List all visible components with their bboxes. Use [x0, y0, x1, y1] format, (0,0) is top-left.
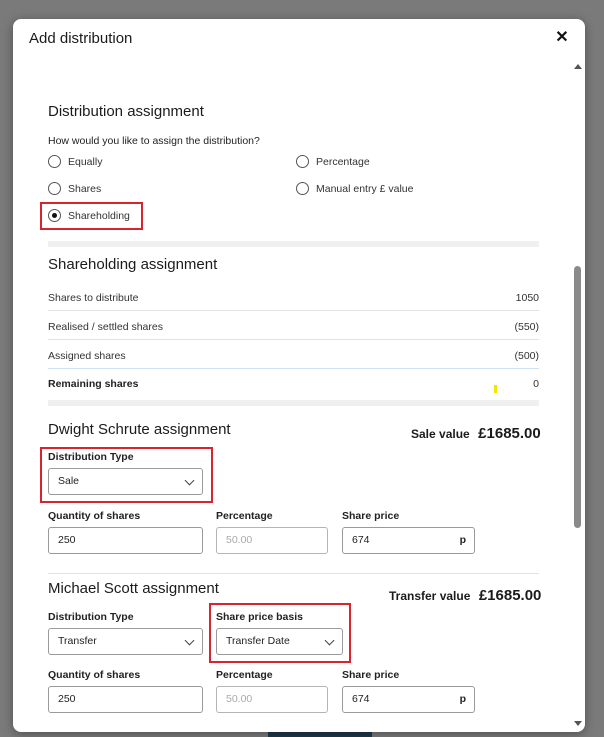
dwight-share-price-label: Share price: [342, 510, 400, 522]
assigned-shares-value: (500): [514, 350, 539, 362]
input-value: 50.00: [226, 693, 253, 705]
radio-circle[interactable]: [296, 182, 309, 195]
remaining-shares-value: 0: [533, 378, 539, 390]
highlight-box: [40, 202, 143, 230]
add-distribution-modal: [13, 19, 585, 732]
radio-label: Shares: [68, 182, 102, 195]
input-value: 674: [352, 693, 370, 705]
dwight-percentage-label: Percentage: [216, 510, 273, 522]
remaining-shares-label: Remaining shares: [48, 378, 139, 390]
michael-share-price-input[interactable]: [342, 686, 475, 713]
assignment-question: How would you like to assign the distribution?: [48, 135, 260, 147]
radio-circle[interactable]: [48, 182, 61, 195]
scroll-thumb[interactable]: [574, 266, 581, 528]
modal-content: [13, 61, 571, 732]
dwight-percentage-input: [216, 527, 328, 554]
scroll-down-icon[interactable]: [574, 721, 582, 726]
radio-percentage[interactable]: [296, 155, 370, 168]
shares-to-distribute-label: Shares to distribute: [48, 292, 139, 304]
michael-percentage-label: Percentage: [216, 669, 273, 681]
dwight-quantity-label: Quantity of shares: [48, 510, 141, 522]
radio-circle[interactable]: [48, 155, 61, 168]
radio-equally[interactable]: [48, 155, 102, 168]
modal-scrollbar[interactable]: [571, 61, 585, 732]
radio-label: Shareholding: [68, 209, 130, 222]
distribution-assignment-title: Distribution assignment: [48, 103, 204, 120]
modal-header: [13, 19, 585, 61]
highlight-box: [209, 603, 351, 663]
transfer-value-label: Transfer value: [389, 589, 471, 603]
select-value: Transfer: [58, 635, 97, 647]
pence-suffix: p: [459, 693, 466, 705]
row-divider: [48, 339, 539, 340]
shares-to-distribute-value: 1050: [515, 292, 539, 304]
scroll-up-icon[interactable]: [574, 64, 582, 69]
radio-label: Percentage: [316, 155, 370, 168]
assigned-shares-label: Assigned shares: [48, 350, 126, 362]
dwight-distribution-type-label: Distribution Type: [48, 451, 134, 463]
pence-suffix: p: [459, 534, 466, 546]
radio-manual-entry[interactable]: [296, 182, 413, 195]
sale-value-label: Sale value: [411, 427, 470, 441]
section-divider: [48, 400, 539, 406]
shareholding-assignment-title: Shareholding assignment: [48, 256, 218, 273]
input-value: 674: [352, 534, 370, 546]
row-divider: [48, 310, 539, 311]
dwight-share-price-input[interactable]: [342, 527, 475, 554]
input-value: 250: [58, 534, 76, 546]
michael-distribution-type-label: Distribution Type: [48, 611, 134, 623]
chevron-down-icon: [185, 636, 195, 646]
section-divider: [48, 573, 539, 574]
input-value: 50.00: [226, 534, 253, 546]
michael-distribution-type-select[interactable]: [48, 628, 203, 655]
select-value: Sale: [58, 475, 80, 487]
dwight-assignment-title: Dwight Schrute assignment: [48, 421, 231, 438]
michael-share-price-label: Share price: [342, 669, 400, 681]
highlight-box: [40, 447, 213, 503]
radio-circle[interactable]: [296, 155, 309, 168]
radio-label: Equally: [68, 155, 103, 168]
radio-label: Manual entry £ value: [316, 182, 414, 195]
dwight-quantity-input[interactable]: [48, 527, 203, 554]
dwight-sale-value: [411, 425, 541, 443]
michael-percentage-input: [216, 686, 328, 713]
michael-quantity-input[interactable]: [48, 686, 203, 713]
modal-title: Add distribution: [29, 30, 133, 47]
section-divider: [48, 241, 539, 247]
row-divider: [48, 368, 539, 369]
realised-shares-label: Realised / settled shares: [48, 321, 163, 333]
michael-assignment-title: Michael Scott assignment: [48, 580, 219, 597]
transfer-value-amount: £1685.00: [478, 587, 542, 604]
select-value: Transfer Date: [226, 635, 290, 647]
radio-shares[interactable]: [48, 182, 101, 195]
sale-value-amount: £1685.00: [478, 425, 541, 442]
realised-shares-value: (550): [514, 321, 539, 333]
close-icon[interactable]: ✕: [555, 29, 569, 46]
michael-quantity-label: Quantity of shares: [48, 669, 141, 681]
michael-share-price-basis-label: Share price basis: [216, 611, 303, 623]
input-value: 250: [58, 693, 76, 705]
michael-transfer-value: [389, 587, 541, 605]
